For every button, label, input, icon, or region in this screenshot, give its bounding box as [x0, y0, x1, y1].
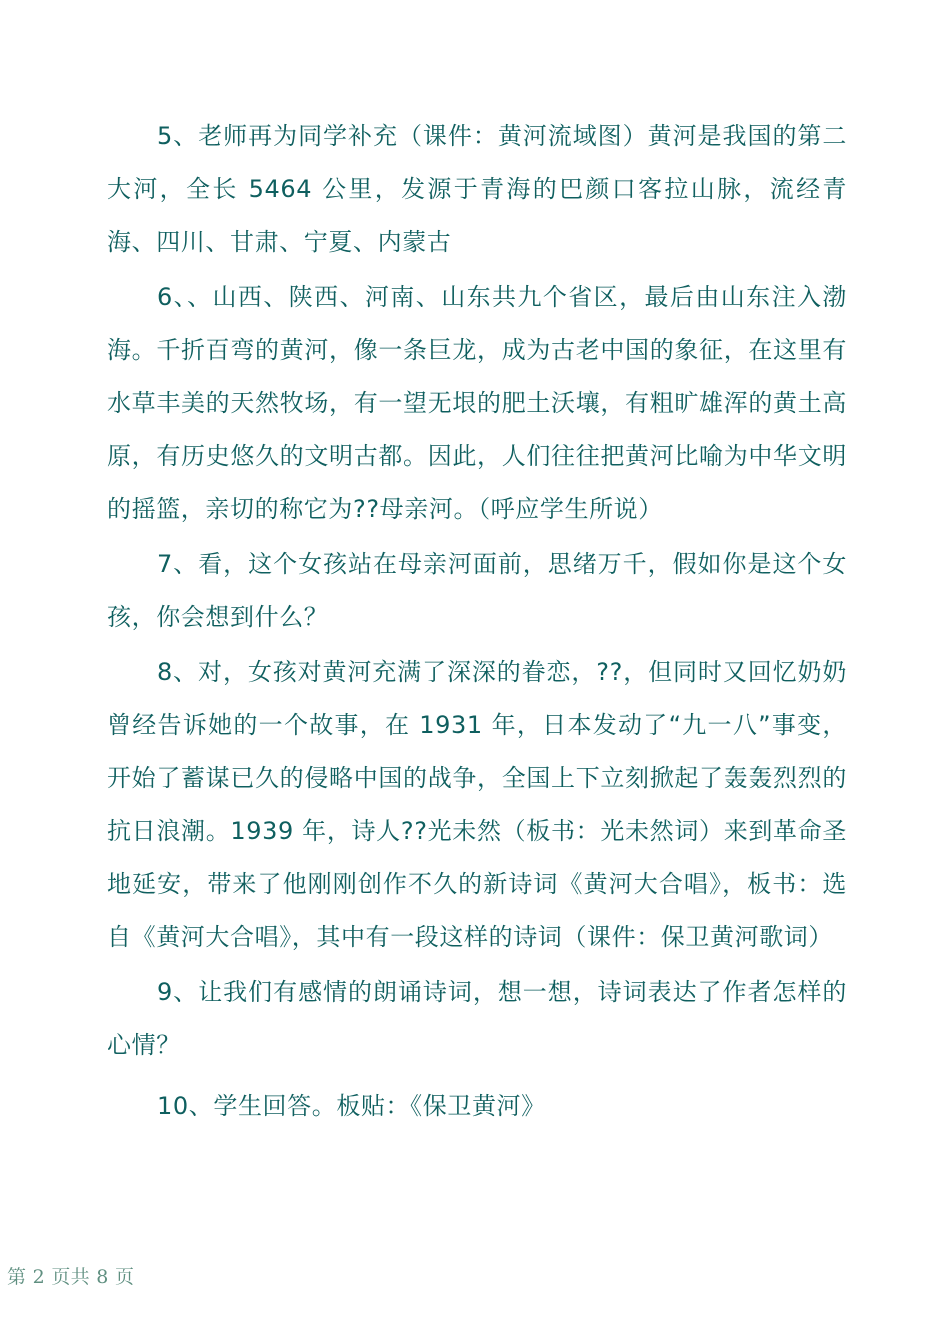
document-body	[107, 110, 847, 1135]
paragraph-6: 6、、山西、陕西、河南、山东共九个省区，最后由山东注入渤海。千折百弯的黄河，像一条巨龙，成为古老中国的象征，在这里有水草丰美的天然牧场，有一望无垠的肥土沃壤，有粗旷雄浑的黄土高原，有历史悠久的文明古都。因此，人们往往把黄河比喻为中华文明的摇篮，亲切的称它为??母亲河。（呼应学生所说）	[107, 283, 847, 523]
paragraph-8: 8、对，女孩对黄河充满了深深的眷恋，??，但同时又回忆奶奶曾经告诉她的一个故事，在 1931 年，日本发动了“九一八”事变，开始了蓄谋已久的侵略中国的战争，全国上下立刻掀起了轰轰烈烈的抗日浪潮。1939 年，诗人??光未然（板书：光未然词）来到革命圣地延安，带来了他刚刚创作不久的新诗词《黄河大合唱》，板书：选自《黄河大合唱》，其中有一段这样的诗词（课件：保卫黄河歌词）	[107, 658, 847, 951]
paragraph-10: 10、学生回答。板贴：《保卫黄河》	[157, 1092, 546, 1120]
page-number-footer: 第 2 页共 8 页	[7, 1266, 135, 1288]
paragraph-7: 7、看，这个女孩站在母亲河面前，思绪万千，假如你是这个女孩，你会想到什么？	[107, 550, 847, 631]
paragraph-5: 5、老师再为同学补充（课件：黄河流域图）黄河是我国的第二大河，全长 5464 公里，发源于青海的巴颜口客拉山脉，流经青海、四川、甘肃、宁夏、内蒙古	[107, 122, 847, 256]
paragraph-9: 9、让我们有感情的朗诵诗词，想一想，诗词表达了作者怎样的心情？	[107, 978, 847, 1059]
